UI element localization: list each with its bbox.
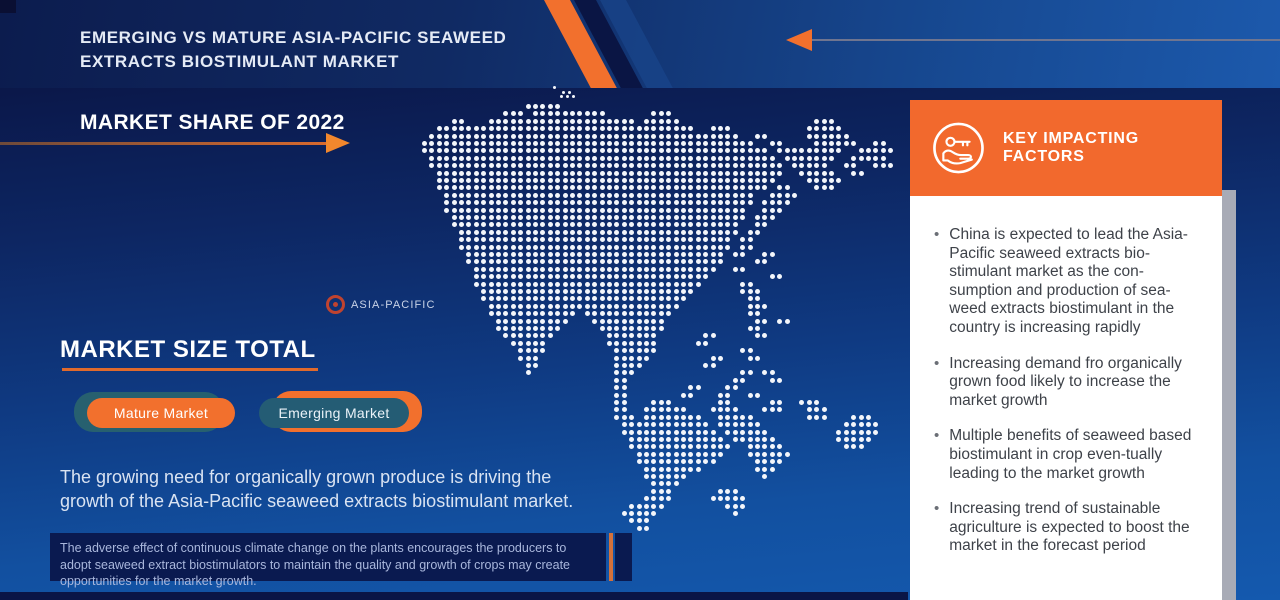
share-arrow-line <box>0 142 328 145</box>
right-arrow-icon <box>326 133 350 153</box>
left-arrow-icon <box>786 29 812 51</box>
hand-holding-key-icon <box>930 119 987 177</box>
factor-item <box>934 500 1204 556</box>
page-title <box>80 26 506 74</box>
key-factors-panel <box>910 196 1222 600</box>
title-underline <box>62 368 318 371</box>
location-ring-icon <box>326 295 345 314</box>
header-arrow-line <box>810 39 1280 41</box>
key-factors-header <box>910 100 1222 196</box>
note-box-orange-stripe <box>609 533 613 581</box>
factor-text: Increasing demand fro organically grown food likely to increase the market growth <box>949 354 1182 409</box>
bottom-strip-decoration <box>0 592 908 600</box>
map-label-text: ASIA-PACIFIC <box>351 298 436 311</box>
page-title-line1: EMERGING VS MATURE ASIA-PACIFIC SEAWEED <box>80 28 507 47</box>
factor-text: China is expected to lead the Asia-Pacific seaweed extracts bio-stimulant market as the con-sumption and production of sea-weed extracts biostimulant in the country is increasing rapidly <box>949 226 1188 336</box>
bullet-icon: • <box>934 226 940 243</box>
lead-paragraph: The growing need for organically grown produce is driving the growth of the Asia-Pacific seaweed extracts biostimulant market. <box>60 467 574 511</box>
factor-item <box>934 427 1204 483</box>
header-banner <box>0 0 1280 88</box>
factor-item <box>934 355 1204 411</box>
factor-item <box>934 226 1204 338</box>
note-box-text: The adverse effect of continuous climate change on the plants encourages the producers to adopt seaweed extract biostimulators to maintain the quality and growth of crops may create opportunities for the market growth. <box>60 541 570 588</box>
bullet-icon: • <box>934 500 940 518</box>
factor-text: Increasing trend of sustainable agriculture is expected to boost the market in the forecast period <box>949 500 1190 555</box>
market-share-title: MARKET SHARE OF 2022 <box>80 111 345 134</box>
panel-shadow <box>1222 190 1236 600</box>
bullet-icon: • <box>934 354 940 372</box>
emerging-market-button[interactable]: Emerging Market <box>259 398 409 428</box>
market-size-title: MARKET SIZE TOTAL <box>60 336 316 363</box>
map-label <box>326 295 436 314</box>
note-box-end-block <box>615 533 632 581</box>
corner-decoration <box>0 0 16 13</box>
mature-market-button[interactable]: Mature Market <box>87 398 235 428</box>
factor-text: Multiple benefits of seaweed based biostimulant in crop even-tually leading to the market growth <box>949 427 1192 482</box>
bullet-icon: • <box>934 427 940 445</box>
key-factors-title: KEY IMPACTING FACTORS <box>1002 130 1139 165</box>
factors-list <box>934 226 1204 556</box>
dots-decoration <box>551 85 587 99</box>
page-title-line2: EXTRACTS BIOSTIMULANT MARKET <box>80 51 400 71</box>
